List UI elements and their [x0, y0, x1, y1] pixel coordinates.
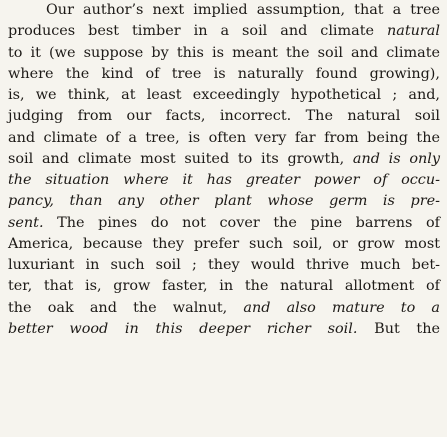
text-line-14: [8, 276, 440, 297]
text-run: But the: [357, 320, 440, 337]
italic-run: better wood in this deeper richer soil.: [8, 320, 358, 337]
italic-run: pancy, than any other plant whose germ is pre-: [8, 193, 440, 210]
text-run: judging from our facts, incorrect. The natural soil: [8, 108, 440, 125]
text-line-11: [8, 213, 440, 234]
text-line-12: [8, 234, 440, 255]
text-line-10: [8, 191, 440, 212]
text-run: Our author’s next implied assumption, that a tree: [46, 2, 440, 18]
text-line-13: [8, 255, 440, 276]
italic-run: and is only: [352, 150, 440, 167]
text-run: is, we think, at least exceedingly hypothetical ; and,: [8, 87, 440, 103]
text-line-7: [8, 128, 440, 149]
text-run: produces best timber in a soil and climate: [8, 23, 388, 40]
text-line-9: [8, 170, 440, 191]
text-line-3: [8, 43, 440, 64]
text-line-4: [8, 64, 440, 85]
paragraph: [8, 0, 440, 340]
italic-run: the situation where it has greater power of occu-: [8, 172, 440, 188]
text-line-8: [8, 149, 440, 170]
text-run: where the kind of tree is naturally found growing),: [8, 65, 440, 82]
text-run: to it (we suppose by this is meant the soil and climate: [8, 44, 440, 61]
text-run: ter, that is, grow faster, in the natural allotment of: [8, 278, 440, 295]
text-line-5: [8, 85, 440, 106]
text-line-6: [8, 106, 440, 127]
italic-run: sent.: [8, 214, 44, 231]
text-run: luxuriant in such soil ; they would thrive much bet-: [8, 257, 440, 273]
text-run: and climate of a tree, is often very far from being the: [8, 129, 440, 146]
text-run: soil and climate most suited to its growth,: [8, 150, 353, 167]
text-run: the oak and the walnut,: [8, 299, 244, 316]
text-line-1: [8, 0, 440, 21]
text-run: The pines do not cover the pine barrens of: [43, 214, 440, 231]
text-line-2: [8, 21, 440, 42]
text-run: America, because they prefer such soil, or grow most: [8, 235, 440, 252]
italic-run: and also mature to a: [243, 299, 440, 316]
text-line-15: [8, 298, 440, 319]
italic-run: natural: [387, 23, 440, 40]
text-line-16: [8, 319, 440, 340]
